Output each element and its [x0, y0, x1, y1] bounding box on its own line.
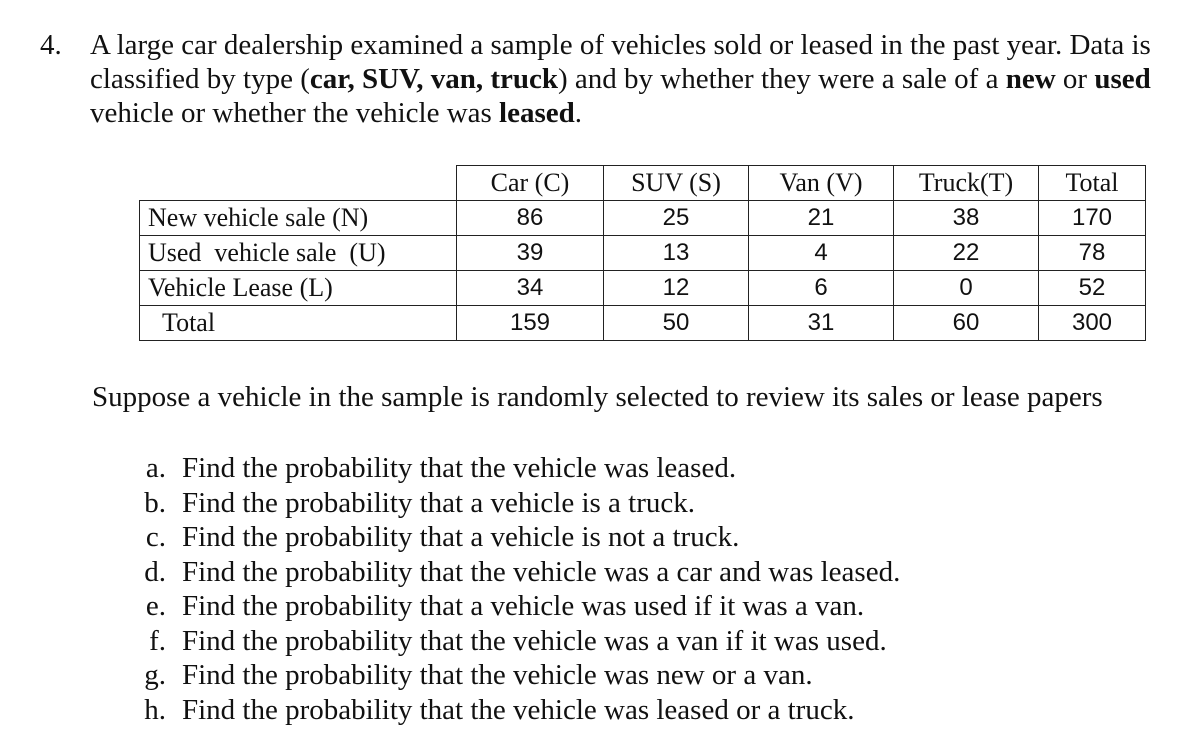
- table-total-row: [140, 306, 1146, 341]
- table-cell: 25: [604, 201, 749, 236]
- table-cell: 22: [894, 236, 1039, 271]
- question-text: Find the probability that the vehicle was a van if it was used.: [182, 624, 887, 657]
- row-label: Used vehicle sale (U): [140, 236, 457, 271]
- table-row: [140, 201, 1146, 236]
- problem-text-part: vehicle or whether the vehicle was: [90, 97, 500, 129]
- question-letter: g.: [144, 659, 166, 691]
- question-letter: d.: [144, 555, 166, 588]
- question-letter: e.: [145, 590, 166, 622]
- question-letter: f.: [149, 624, 166, 657]
- table-cell: 0: [894, 271, 1039, 306]
- scenario-text: Suppose a vehicle in the sample is randomly selected to review its sales or lease papers: [92, 381, 1103, 413]
- contingency-table: [139, 165, 1146, 341]
- table-header-row: [140, 166, 1146, 201]
- table-cell: 38: [894, 201, 1039, 236]
- table-cell: 60: [894, 306, 1039, 341]
- table-cell: 300: [1039, 306, 1146, 341]
- column-header: SUV (S): [604, 166, 749, 201]
- question-item: [130, 555, 900, 590]
- problem-number: 4.: [40, 29, 62, 61]
- problem-text-bold: car, SUV, van, truck: [309, 63, 559, 95]
- question-item: [130, 624, 900, 659]
- problem-text-bold: used: [1094, 63, 1151, 95]
- question-text: Find the probability that the vehicle was a car and was leased.: [182, 555, 901, 588]
- column-header: Car (C): [457, 166, 604, 201]
- question-item: [130, 693, 900, 728]
- table-cell: 50: [604, 306, 749, 341]
- problem-text-part: or: [1055, 63, 1095, 95]
- table-cell: 6: [749, 271, 894, 306]
- table-cell: 12: [604, 271, 749, 306]
- row-label: Total: [140, 306, 457, 341]
- table-cell: 4: [749, 236, 894, 271]
- question-text: Find the probability that the vehicle was leased or a truck.: [182, 693, 855, 726]
- row-label: Vehicle Lease (L): [140, 271, 457, 306]
- table-cell: 34: [457, 271, 604, 306]
- table-row: [140, 236, 1146, 271]
- problem-text-bold: new: [1005, 63, 1056, 95]
- question-item: [130, 486, 900, 521]
- question-text: Find the probability that a vehicle was used if it was a van.: [182, 590, 865, 622]
- table-cell: 78: [1039, 236, 1146, 271]
- question-item: [130, 451, 900, 486]
- table-cell: 39: [457, 236, 604, 271]
- table-row: [140, 271, 1146, 306]
- problem-text-part: A large car dealership examined a sample of vehicles sold or leased in the past year. Data is classified by type (: [90, 29, 1151, 95]
- column-header: Van (V): [749, 166, 894, 201]
- table-cell: 13: [604, 236, 749, 271]
- table-cell: 159: [457, 306, 604, 341]
- question-letter: b.: [144, 486, 166, 519]
- column-header: Total: [1039, 166, 1146, 201]
- problem-statement: [40, 28, 1180, 130]
- question-item: [130, 520, 900, 555]
- table-cell: 52: [1039, 271, 1146, 306]
- question-item: [130, 658, 900, 693]
- problem-text: [90, 28, 1180, 130]
- problem-text-bold: leased: [499, 97, 575, 129]
- question-letter: c.: [145, 521, 166, 553]
- question-text: Find the probability that the vehicle was leased.: [182, 452, 737, 484]
- question-letter: h.: [144, 693, 166, 726]
- column-header: Truck(T): [894, 166, 1039, 201]
- question-text: Find the probability that the vehicle was new or a van.: [182, 659, 813, 691]
- question-item: [130, 589, 900, 624]
- question-letter: a.: [145, 452, 166, 484]
- problem-text-part: ) and by whether they were a sale of a: [558, 63, 1006, 95]
- row-label: New vehicle sale (N): [140, 201, 457, 236]
- table-cell: 86: [457, 201, 604, 236]
- question-list: [130, 451, 900, 727]
- question-text: Find the probability that a vehicle is not a truck.: [182, 521, 740, 553]
- table-cell: 170: [1039, 201, 1146, 236]
- table-cell: 31: [749, 306, 894, 341]
- table-cell: 21: [749, 201, 894, 236]
- table-corner-cell: [140, 166, 457, 201]
- question-text: Find the probability that a vehicle is a truck.: [182, 486, 696, 519]
- problem-text-part: .: [574, 97, 583, 129]
